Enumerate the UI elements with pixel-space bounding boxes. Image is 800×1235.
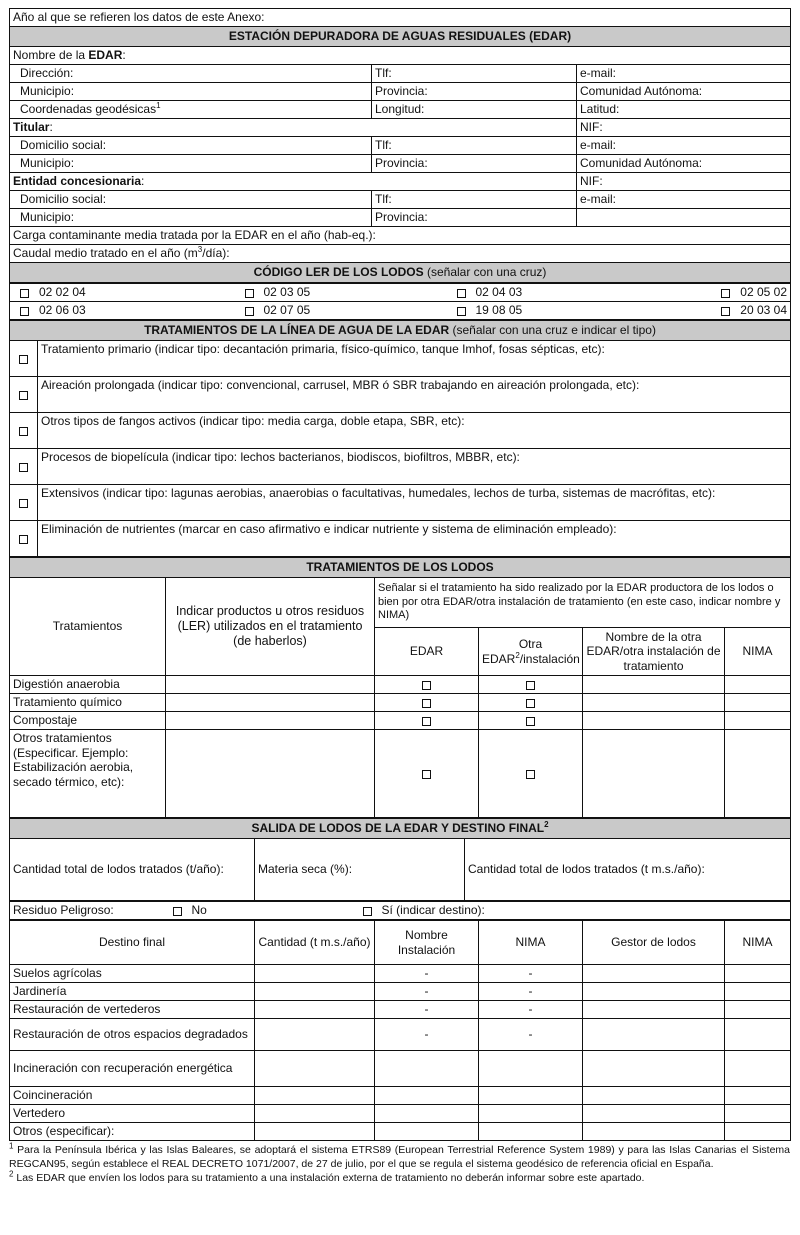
table-row: Digestión anaerobia [10,676,166,694]
agua-item[interactable]: Tratamiento primario (indicar tipo: decantación primaria, físico-químico, tanque Imhof, fosas sépticas, etc): [38,341,791,377]
col-productos: Indicar productos u otros residuos (LER) utilizados en el tratamiento (de haberlos) [166,578,375,676]
gestor-cell[interactable] [583,1019,725,1051]
checkbox-icon[interactable] [19,391,28,400]
concesionaria-field[interactable]: Entidad concesionaria: [10,173,577,191]
agua-checkbox[interactable] [10,449,38,485]
ler-option[interactable]: 02 05 02 [672,284,791,302]
nima-cell[interactable] [725,712,791,730]
col-nombre-instalacion: Nombre Instalación [375,921,479,965]
residuo-peligroso-label: Residuo Peligroso: [10,902,170,920]
checkbox-icon[interactable] [457,289,466,298]
otra-checkbox-cell[interactable] [479,676,583,694]
agua-checkbox[interactable] [10,485,38,521]
titular-field[interactable]: Titular: [10,119,577,137]
productos-cell[interactable] [166,730,375,818]
nima-cell[interactable] [725,1105,791,1123]
agua-checkbox[interactable] [10,341,38,377]
agua-item[interactable]: Extensivos (indicar tipo: lagunas aerobias, anaerobias o facultativas, humedales, lechos de turba, sistemas de macrófitas, etc): [38,485,791,521]
checkbox-icon[interactable] [19,355,28,364]
edar-checkbox-cell[interactable] [375,676,479,694]
edar-checkbox-cell[interactable] [375,694,479,712]
ler-option[interactable]: 02 06 03 [10,302,242,320]
dash: - [479,965,583,983]
agua-table [9,320,791,557]
table-row: Coincineración [10,1087,255,1105]
col-gestor: Gestor de lodos [583,921,725,965]
checkbox-icon[interactable] [363,907,372,916]
nombre-cell[interactable] [375,1123,479,1141]
concesionaria-nif-field[interactable]: NIF: [577,173,791,191]
checkbox-icon[interactable] [245,307,254,316]
titular-email-field[interactable]: e-mail: [577,137,791,155]
gestor-cell[interactable] [583,983,725,1001]
concesionaria-domicilio-field[interactable]: Domicilio social: [10,191,372,209]
otra-checkbox-cell[interactable] [479,712,583,730]
nima-cell[interactable] [479,1105,583,1123]
edar-header: ESTACIÓN DEPURADORA DE AGUAS RESIDUALES (EDAR) [10,27,791,47]
table-row: Suelos agrícolas [10,965,255,983]
cantidad-cell[interactable] [255,1019,375,1051]
checkbox-icon[interactable] [19,463,28,472]
col-cantidad: Cantidad (t m.s./año) [255,921,375,965]
gestor-cell[interactable] [583,1051,725,1087]
checkbox-icon[interactable] [20,307,29,316]
table-row: Jardinería [10,983,255,1001]
nima-cell[interactable] [725,1019,791,1051]
nombre-cell[interactable] [583,676,725,694]
agua-header: TRATAMIENTOS DE LA LÍNEA DE AGUA DE LA EDAR (señalar con una cruz e indicar el tipo) [10,321,791,341]
concesionaria-provincia-field[interactable]: Provincia: [372,209,577,227]
gestor-cell[interactable] [583,1087,725,1105]
dash: - [375,983,479,1001]
gestor-cell[interactable] [583,1123,725,1141]
edar-checkbox-cell[interactable] [375,730,479,818]
nima-cell[interactable] [725,1123,791,1141]
productos-cell[interactable] [166,694,375,712]
agua-checkbox[interactable] [10,413,38,449]
checkbox-icon[interactable] [526,681,535,690]
checkbox-icon[interactable] [173,907,182,916]
col-nima: NIMA [725,628,791,676]
salida-table [9,818,791,901]
carga-field[interactable]: Carga contaminante media tratada por la EDAR en el año (hab-eq.): [10,227,791,245]
checkbox-icon[interactable] [457,307,466,316]
nima-cell[interactable] [479,1123,583,1141]
cantidad-cell[interactable] [255,1087,375,1105]
ler-codes-table [9,283,791,320]
nima-cell[interactable] [725,1051,791,1087]
caudal-field[interactable]: Caudal medio tratado en el año $(m^3/día)$: [10,245,791,263]
checkbox-icon[interactable] [526,770,535,779]
concesionaria-municipio-field[interactable]: Municipio: [10,209,372,227]
edar-provincia-field[interactable]: Provincia: [372,83,577,101]
checkbox-icon[interactable] [245,289,254,298]
table-row: Compostaje [10,712,166,730]
nima-cell[interactable] [725,676,791,694]
ler-option[interactable]: 02 04 03 [454,284,672,302]
lodos-header: TRATAMIENTOS DE LOS LODOS [10,558,791,578]
col-edar: EDAR [375,628,479,676]
cantidad-cell[interactable] [255,1105,375,1123]
table-row: Otros tratamientos (Especificar. Ejemplo: Estabilización aerobia, secado térmico, etc): [10,730,166,818]
agua-item[interactable]: Eliminación de nutrientes (marcar en caso afirmativo e indicar nutriente y sistema de eliminación empleado): [38,521,791,557]
ler-option[interactable]: 02 07 05 [242,302,454,320]
col-nima2: NIMA [725,921,791,965]
checkbox-icon[interactable] [721,307,730,316]
ler-option[interactable]: 20 03 04 [672,302,791,320]
nombre-cell[interactable] [375,1087,479,1105]
col-destino: Destino final [10,921,255,965]
nombre-cell[interactable] [583,730,725,818]
nombre-cell[interactable] [375,1105,479,1123]
checkbox-icon[interactable] [422,770,431,779]
edar-direccion-field[interactable]: Dirección: [10,65,372,83]
agua-item[interactable]: Procesos de biopelícula (indicar tipo: lechos bacterianos, biodiscos, biofiltros, MBBR, etc): [38,449,791,485]
edar-nombre-field[interactable]: Nombre de la EDAR: [10,47,791,65]
cantidad-cell[interactable] [255,983,375,1001]
concesionaria-blank [577,209,791,227]
ler-option[interactable]: 02 02 04 [10,284,242,302]
ler-option[interactable]: 02 03 05 [242,284,454,302]
nima-cell[interactable] [725,694,791,712]
titular-domicilio-field[interactable]: Domicilio social: [10,137,372,155]
edar-longitud-field[interactable]: Longitud: [372,101,577,119]
titular-tlf-field[interactable]: Tlf: [372,137,577,155]
table-row: Restauración de vertederos [10,1001,255,1019]
checkbox-icon[interactable] [526,699,535,708]
gestor-cell[interactable] [583,965,725,983]
titular-nif-field[interactable]: NIF: [577,119,791,137]
agua-item[interactable]: Aireación prolongada (indicar tipo: convencional, carrusel, MBR ó SBR trabajando en aireación prolongada, etc): [38,377,791,413]
nombre-cell[interactable] [583,712,725,730]
titular-comunidad-field[interactable]: Comunidad Autónoma: [577,155,791,173]
nima-cell[interactable] [479,1087,583,1105]
residuo-si-option[interactable]: Sí (indicar destino): [360,902,791,920]
edar-tlf-field[interactable]: Tlf: [372,65,577,83]
dash: - [479,1019,583,1051]
dash: - [479,983,583,1001]
nima-cell[interactable] [479,1051,583,1087]
gestor-cell[interactable] [583,1105,725,1123]
destino-table [9,920,791,1141]
edar-comunidad-field[interactable]: Comunidad Autónoma: [577,83,791,101]
checkbox-icon[interactable] [422,699,431,708]
salida-header: SALIDA DE LODOS DE LA EDAR Y DESTINO FINAL$^2$ [10,819,791,839]
checkbox-icon[interactable] [19,427,28,436]
checkbox-icon[interactable] [19,499,28,508]
cantidad-ms-field[interactable]: Cantidad total de lodos tratados (t m.s./año): [465,839,791,901]
cantidad-cell[interactable] [255,1051,375,1087]
residuo-no-option[interactable]: No [170,902,360,920]
productos-cell[interactable] [166,676,375,694]
edar-coordenadas-label: Coordenadas geodésicas$^1$ [10,101,372,119]
cantidad-cell[interactable] [255,965,375,983]
edar-checkbox-cell[interactable] [375,712,479,730]
checkbox-icon[interactable] [422,681,431,690]
nima-cell[interactable] [725,730,791,818]
footnote-2: $^2$ Las EDAR que envíen los lodos para su tratamiento a una instalación externa de tratamiento no deberán informar sobre este apartado. [9,1169,645,1185]
ler-header: CÓDIGO LER DE LOS LODOS (señalar con una cruz) [10,263,791,283]
concesionaria-tlf-field[interactable]: Tlf: [372,191,577,209]
agua-item[interactable]: Otros tipos de fangos activos (indicar tipo: media carga, doble etapa, SBR, etc): [38,413,791,449]
table-row: Vertedero [10,1105,255,1123]
edar-municipio-field[interactable]: Municipio: [10,83,372,101]
col-nima: NIMA [479,921,583,965]
productos-cell[interactable] [166,712,375,730]
checkbox-icon[interactable] [526,717,535,726]
table-row: Incineración con recuperación energética [10,1051,255,1087]
table-row: Tratamiento químico [10,694,166,712]
edar-info-table [9,8,791,283]
cantidad-cell[interactable] [255,1001,375,1019]
materia-seca-field[interactable]: Materia seca (%): [255,839,465,901]
edar-latitud-field[interactable]: Latitud: [577,101,791,119]
lodos-table [9,557,791,818]
edar-email-field[interactable]: e-mail: [577,65,791,83]
table-row: Otros (especificar): [10,1123,255,1141]
concesionaria-email-field[interactable]: e-mail: [577,191,791,209]
annex-form [9,8,790,1186]
checkbox-icon[interactable] [721,289,730,298]
residuo-peligroso-table [9,901,791,920]
checkbox-icon[interactable] [20,289,29,298]
col-nombre-otra: Nombre de la otra EDAR/otra instalación de tratamiento [583,628,725,676]
col-senalar: Señalar si el tratamiento ha sido realizado por la EDAR productora de los lodos o bien por otra EDAR/otra instalación de tratamiento (en este caso, indicar nombre y NIMA) [375,578,791,628]
agua-checkbox[interactable] [10,521,38,557]
cantidad-cell[interactable] [255,1123,375,1141]
dash: - [479,1001,583,1019]
agua-checkbox[interactable] [10,377,38,413]
table-row: Restauración de otros espacios degradados [10,1019,255,1051]
checkbox-icon[interactable] [19,535,28,544]
nombre-cell[interactable] [583,694,725,712]
ler-option[interactable]: 19 08 05 [454,302,672,320]
gestor-cell[interactable] [583,1001,725,1019]
titular-provincia-field[interactable]: Provincia: [372,155,577,173]
col-tratamientos: Tratamientos [10,578,166,676]
nima-cell[interactable] [725,1087,791,1105]
nima-cell[interactable] [725,965,791,983]
dash: - [375,1019,479,1051]
anio-label[interactable]: Año al que se refieren los datos de este Anexo: [10,9,791,27]
cantidad-total-field[interactable]: Cantidad total de lodos tratados (t/año): [10,839,255,901]
otra-checkbox-cell[interactable] [479,730,583,818]
footnote-1: $^1$ Para la Península Ibérica y las Islas Baleares, se adoptará el sistema ETRS89 (European Terrestrial Reference System 1989) y para las Islas Canarias el Sistema REGCAN95, según establece el REAL DECRETO 1071/2007, de 27 de julio, por el que se regula el sistema geodésico de referencia oficial en España. [9,1141,790,1171]
nima-cell[interactable] [725,983,791,1001]
dash: - [375,965,479,983]
otra-checkbox-cell[interactable] [479,694,583,712]
dash: - [375,1001,479,1019]
titular-municipio-field[interactable]: Municipio: [10,155,372,173]
footnotes [9,1143,790,1186]
col-otra: Otra EDAR$^2$/instalación [479,628,583,676]
nombre-cell[interactable] [375,1051,479,1087]
checkbox-icon[interactable] [422,717,431,726]
nima-cell[interactable] [725,1001,791,1019]
